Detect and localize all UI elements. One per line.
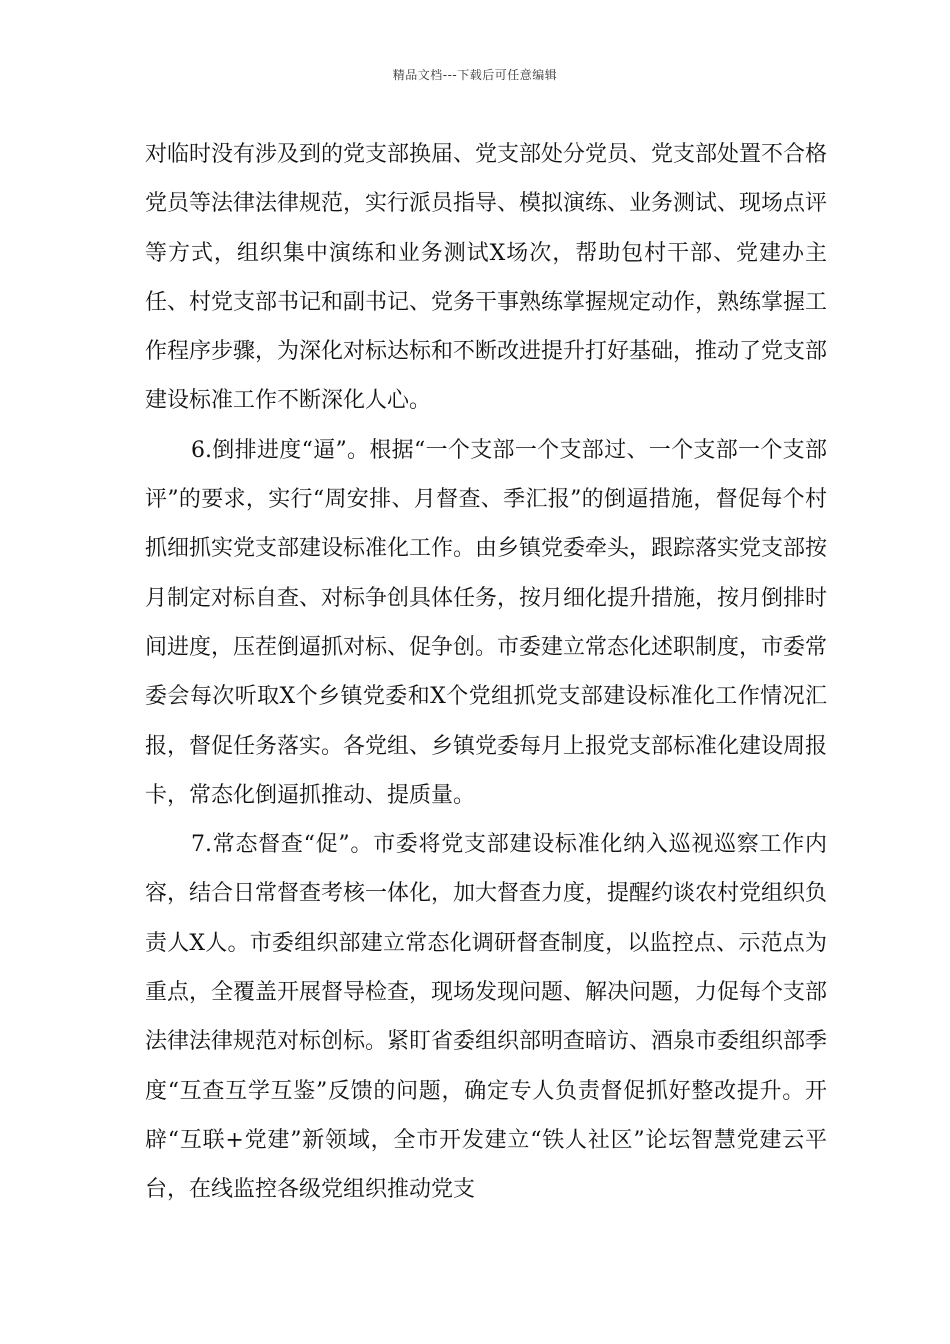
paragraph-continuation: 对临时没有涉及到的党支部换届、党支部处分党员、党支部处置不合格党员等法律法律规范，实行派员指导、模拟演练、业务测试、现场点评等方式，组织集中演练和业务测试X场次，帮助包村干部、党建办主任、村党支部书记和副书记、党务干事熟练掌握规定动作，熟练掌握工作程序步骤，为深化对标达标和不断改进提升打好基础，推动了党支部建设标准工作不断深化人心。	[145, 142, 828, 414]
page-header: 精品文档---下载后可任意编辑	[392, 68, 558, 82]
document-body	[145, 130, 827, 1215]
paragraph-item-6: 6.倒排进度“逼”。根据“一个支部一个支部过、一个支部一个支部评”的要求，实行“周安排、月督查、季汇报”的倒逼措施，督促每个村抓细抓实党支部建设标准化工作。由乡镇党委牵头，跟踪落实党支部按月制定对标自查、对标争创具体任务，按月细化提升措施，按月倒排时间进度，压茬倒逼抓对标、促争创。市委建立常态化述职制度，市委常委会每次听取X个乡镇党委和X个党组抓党支部建设标准化工作情况汇报，督促任务落实。各党组、乡镇党委每月上报党支部标准化建设周报卡，常态化倒逼抓推动、提质量。	[145, 437, 828, 808]
paragraph-item-7: 7.常态督查“促”。市委将党支部建设标准化纳入巡视巡察工作内容，结合日常督查考核一体化，加大督查力度，提醒约谈农村党组织负责人X人。市委组织部建立常态化调研督查制度，以监控点、示范点为重点，全覆盖开展督导检查，现场发现问题、解决问题，力促每个支部法律法律规范对标创标。紧盯省委组织部明查暗访、酒泉市委组织部季度“互查互学互鉴”反馈的问题，确定专人负责督促抓好整改提升。开辟“互联+党建”新领域，全市开发建立“铁人社区”论坛智慧党建云平台，在线监控各级党组织推动党支	[145, 832, 828, 1203]
